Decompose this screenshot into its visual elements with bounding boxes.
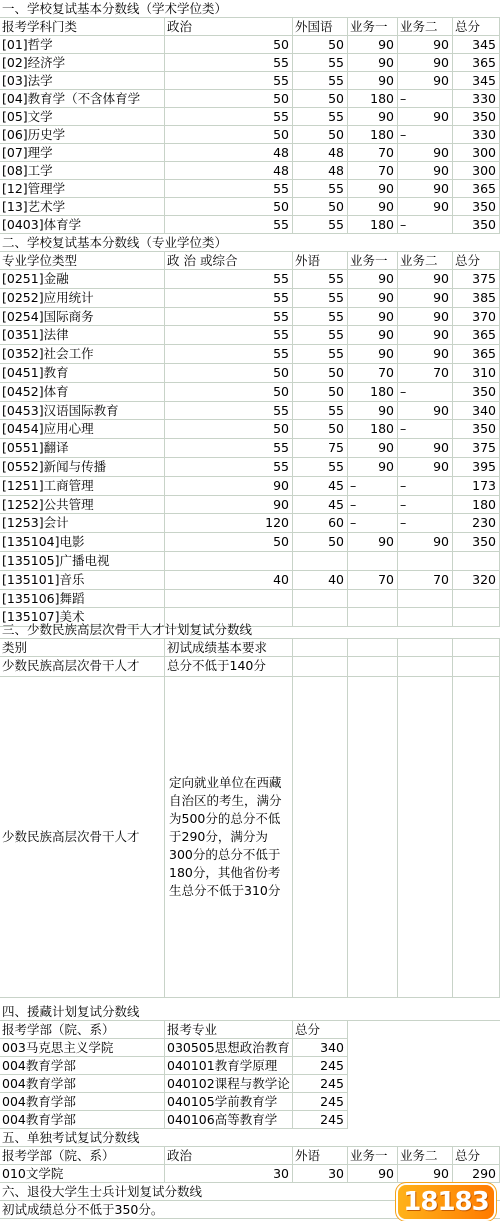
header-cell: 总分 [453,18,500,36]
total-cell: 245 [293,1075,348,1093]
name-cell: [135105]广播电视 [0,552,165,571]
header-cell: 外国语 [293,18,348,36]
department-cell: 010文学院 [0,1165,165,1183]
table-row [0,289,500,308]
header-cell: 政治 [165,18,293,36]
language-cell: 55 [293,180,348,198]
table-row [0,1093,500,1111]
language-cell: 55 [293,54,348,72]
politics-cell: 50 [165,364,293,383]
table-row [0,420,500,439]
language-cell: 50 [293,533,348,552]
subject2-cell: 90 [398,162,453,180]
politics-cell [165,552,293,571]
major-cell: 040101教育学原理 [165,1057,293,1075]
empty-cell [453,677,500,998]
section6-note: 初试成绩总分不低于350分。 [0,1201,500,1219]
name-cell: [03]法学 [0,72,165,90]
subject1-cell: 90 [348,402,398,421]
section3-row [0,657,500,677]
subject1-cell: 180 [348,420,398,439]
section1-title: 一、学校复试基本分数线（学术学位类） [0,0,500,18]
language-cell: 50 [293,198,348,216]
total-cell: 340 [453,402,500,421]
header-cell: 业务二 [398,252,453,270]
header-cell: 业务二 [398,18,453,36]
total-cell: 173 [453,477,500,496]
table-row [0,496,500,515]
subject2-cell: 90 [398,270,453,289]
language-cell: 45 [293,496,348,515]
subject1-cell: 90 [348,1165,398,1183]
total-cell: 350 [453,108,500,126]
politics-cell: 90 [165,496,293,515]
name-cell: [0251]金融 [0,270,165,289]
language-cell: 45 [293,477,348,496]
name-cell: [1253]会计 [0,514,165,533]
politics-cell: 90 [165,477,293,496]
table-row [0,345,500,364]
politics-cell: 55 [165,108,293,126]
name-cell: [02]经济学 [0,54,165,72]
subject1-cell: – [348,477,398,496]
table-row [0,180,500,198]
politics-cell: 55 [165,216,293,234]
department-cell: 004教育学部 [0,1057,165,1075]
subject2-cell [398,552,453,571]
empty-cell [348,677,398,998]
header-cell: 业务一 [348,1147,398,1165]
subject2-cell: 90 [398,345,453,364]
name-cell: [04]教育学（不含体育学 [0,90,165,108]
table-row [0,533,500,552]
total-cell: 245 [293,1093,348,1111]
subject2-cell: 90 [398,308,453,327]
major-cell: 040105学前教育学 [165,1093,293,1111]
total-cell: 365 [453,345,500,364]
total-cell: 345 [453,36,500,54]
header-cell: 报考专业 [165,1021,293,1039]
total-cell: 350 [453,383,500,402]
subject1-cell: 90 [348,458,398,477]
major-cell: 040102课程与教学论 [165,1075,293,1093]
subject1-cell: – [348,496,398,515]
category-cell: 少数民族高层次骨干人才 [0,677,165,998]
section3-header-row [0,639,500,657]
subject2-cell: – [398,420,453,439]
politics-cell: 55 [165,289,293,308]
empty-cell [348,657,398,677]
name-cell: [0252]应用统计 [0,289,165,308]
subject2-cell: 90 [398,289,453,308]
header-cell: 初试成绩基本要求 [165,639,293,657]
section3-title-row [0,621,500,639]
category-cell: 少数民族高层次骨干人才 [0,657,165,677]
name-cell: [08]工学 [0,162,165,180]
politics-cell: 50 [165,383,293,402]
section5-row [0,1165,500,1183]
header-cell: 外语 [293,1147,348,1165]
politics-cell: 40 [165,571,293,590]
table-row [0,308,500,327]
total-cell: 365 [453,54,500,72]
politics-cell: 50 [165,420,293,439]
table-row [0,90,500,108]
language-cell: 55 [293,108,348,126]
subject2-cell: 90 [398,144,453,162]
politics-cell [165,590,293,609]
politics-cell: 55 [165,54,293,72]
language-cell: 48 [293,162,348,180]
table-row [0,590,500,609]
subject2-cell: – [398,216,453,234]
language-cell: 55 [293,402,348,421]
language-cell: 30 [293,1165,348,1183]
table-row [0,1039,500,1057]
subject1-cell: 90 [348,270,398,289]
total-cell: 230 [453,514,500,533]
subject1-cell: 90 [348,308,398,327]
name-cell: [07]理学 [0,144,165,162]
language-cell: 55 [293,326,348,345]
politics-cell: 30 [165,1165,293,1183]
department-cell: 004教育学部 [0,1111,165,1129]
total-cell: 180 [453,496,500,515]
name-cell: [0352]社会工作 [0,345,165,364]
major-cell: 030505思想政治教育 [165,1039,293,1057]
empty-cell [293,657,348,677]
requirement-cell: 定向就业单位在西藏自治区的考生，满分为500分的总分不低于290分，满分为300分的总分不低于180分，其他省份考生总分不低于310分 [165,677,293,998]
total-cell: 395 [453,458,500,477]
name-cell: [0453]汉语国际教育 [0,402,165,421]
name-cell: [0403]体育学 [0,216,165,234]
empty-cell [348,639,398,657]
total-cell: 245 [293,1111,348,1129]
total-cell: 350 [453,216,500,234]
total-cell: 345 [453,72,500,90]
header-cell: 总分 [453,252,500,270]
table-row [0,1111,500,1129]
table-row [0,514,500,533]
major-cell: 040106高等教育学 [165,1111,293,1129]
language-cell [293,552,348,571]
politics-cell: 50 [165,533,293,552]
watermark-text: 18183 [403,1187,489,1217]
header-cell: 外语 [293,252,348,270]
subject1-cell: 70 [348,571,398,590]
subject1-cell: 90 [348,345,398,364]
watermark-logo [398,1185,494,1219]
table-row [0,402,500,421]
subject1-cell: 90 [348,289,398,308]
table-row [0,458,500,477]
subject1-cell: 90 [348,326,398,345]
name-cell: [135107]美术 [0,608,165,627]
department-cell: 004教育学部 [0,1075,165,1093]
header-cell: 报考学部（院、系） [0,1021,165,1039]
header-cell: 报考学科门类 [0,18,165,36]
subject2-cell: – [398,383,453,402]
politics-cell: 55 [165,180,293,198]
total-cell: 365 [453,180,500,198]
subject1-cell: 90 [348,533,398,552]
language-cell: 55 [293,72,348,90]
section5-header-row [0,1147,500,1165]
subject2-cell: 70 [398,571,453,590]
subject1-cell: 180 [348,126,398,144]
politics-cell: 50 [165,126,293,144]
subject2-cell: 70 [398,364,453,383]
language-cell: 55 [293,345,348,364]
name-cell: [0351]法律 [0,326,165,345]
empty-cell [398,657,453,677]
politics-cell: 50 [165,90,293,108]
subject2-cell: 90 [398,402,453,421]
language-cell: 60 [293,514,348,533]
table-row [0,216,500,234]
name-cell: [06]历史学 [0,126,165,144]
requirement-cell: 总分不低于140分 [165,657,293,677]
language-cell: 48 [293,144,348,162]
total-cell: 365 [453,326,500,345]
section4-header-row [0,1021,500,1039]
table-row [0,72,500,90]
empty-cell [398,639,453,657]
subject1-cell [348,552,398,571]
section2-header-row [0,252,500,270]
subject2-cell: 90 [398,54,453,72]
section6-title: 六、退役大学生士兵计划复试分数线 [0,1183,500,1201]
name-cell: [135106]舞蹈 [0,590,165,609]
total-cell: 350 [453,198,500,216]
politics-cell: 50 [165,36,293,54]
subject2-cell: – [398,126,453,144]
table-row [0,270,500,289]
politics-cell: 55 [165,345,293,364]
language-cell: 50 [293,126,348,144]
total-cell: 375 [453,270,500,289]
language-cell: 50 [293,90,348,108]
total-cell: 350 [453,533,500,552]
politics-cell: 48 [165,144,293,162]
politics-cell: 50 [165,198,293,216]
politics-cell: 55 [165,326,293,345]
table-row [0,1075,500,1093]
table-row [0,364,500,383]
total-cell: 370 [453,308,500,327]
table-row [0,552,500,571]
subject1-cell [348,590,398,609]
language-cell: 50 [293,420,348,439]
header-cell: 总分 [293,1021,348,1039]
empty-cell [293,677,348,998]
name-cell: [0451]教育 [0,364,165,383]
subject2-cell: 90 [398,72,453,90]
total-cell: 375 [453,439,500,458]
subject2-cell: 90 [398,533,453,552]
subject2-cell: 90 [398,326,453,345]
total-cell: 330 [453,126,500,144]
subject1-cell: 90 [348,36,398,54]
subject2-cell: 90 [398,180,453,198]
department-cell: 003马克思主义学院 [0,1039,165,1057]
total-cell [453,590,500,609]
section5-title: 五、单独考试复试分数线 [0,1129,500,1147]
header-cell: 业务二 [398,1147,453,1165]
name-cell: [0552]新闻与传播 [0,458,165,477]
header-cell: 报考学部（院、系） [0,1147,165,1165]
name-cell: [135104]电影 [0,533,165,552]
subject2-cell: – [398,477,453,496]
section5-title-row [0,1129,500,1147]
name-cell: [1251]工商管理 [0,477,165,496]
language-cell: 55 [293,216,348,234]
section2-title: 二、学校复试基本分数线（专业学位类） [0,234,500,252]
politics-cell: 55 [165,308,293,327]
header-cell: 业务一 [348,18,398,36]
politics-cell: 55 [165,402,293,421]
empty-cell [293,639,348,657]
language-cell [293,590,348,609]
subject2-cell: – [398,496,453,515]
table-row [0,383,500,402]
language-cell: 50 [293,364,348,383]
name-cell: [0551]翻译 [0,439,165,458]
section3-title: 三、少数民族高层次骨干人才计划复试分数线 [0,621,500,639]
total-cell: 330 [453,90,500,108]
politics-cell: 120 [165,514,293,533]
language-cell: 55 [293,270,348,289]
total-cell: 300 [453,144,500,162]
language-cell: 55 [293,308,348,327]
table-row [0,162,500,180]
subject1-cell: 70 [348,144,398,162]
subject1-cell: 90 [348,54,398,72]
subject2-cell: – [398,90,453,108]
politics-cell: 55 [165,439,293,458]
subject2-cell: 90 [398,36,453,54]
total-cell: 320 [453,571,500,590]
language-cell: 55 [293,289,348,308]
politics-cell: 55 [165,458,293,477]
section1-header-row [0,18,500,36]
section3-row-tall [0,677,500,998]
subject1-cell: – [348,514,398,533]
subject2-cell: 90 [398,108,453,126]
table-row [0,571,500,590]
name-cell: [1252]公共管理 [0,496,165,515]
politics-cell: 55 [165,270,293,289]
subject2-cell: 90 [398,1165,453,1183]
name-cell: [0452]体育 [0,383,165,402]
table-row [0,108,500,126]
name-cell: [12]管理学 [0,180,165,198]
empty-cell [398,677,453,998]
header-cell: 专业学位类型 [0,252,165,270]
table-row [0,36,500,54]
subject2-cell [398,590,453,609]
header-cell: 总分 [453,1147,500,1165]
subject1-cell: 90 [348,108,398,126]
section2-title-row [0,234,500,252]
header-cell: 政 治 或综合 [165,252,293,270]
total-cell: 300 [453,162,500,180]
header-cell: 业务一 [348,252,398,270]
section1-title-row [0,0,500,18]
header-cell: 类别 [0,639,165,657]
total-cell: 245 [293,1057,348,1075]
subject1-cell: 180 [348,383,398,402]
table-row [0,477,500,496]
subject1-cell: 180 [348,90,398,108]
subject2-cell: 90 [398,458,453,477]
empty-cell [453,657,500,677]
language-cell: 50 [293,383,348,402]
language-cell: 55 [293,458,348,477]
table-row [0,326,500,345]
subject1-cell: 180 [348,216,398,234]
subject1-cell: 90 [348,439,398,458]
table-row [0,1057,500,1075]
name-cell: [13]艺术学 [0,198,165,216]
name-cell: [05]文学 [0,108,165,126]
subject1-cell: 70 [348,364,398,383]
language-cell: 50 [293,36,348,54]
subject1-cell: 90 [348,180,398,198]
name-cell: [01]哲学 [0,36,165,54]
name-cell: [135101]音乐 [0,571,165,590]
name-cell: [0454]应用心理 [0,420,165,439]
subject2-cell: – [398,514,453,533]
department-cell: 004教育学部 [0,1093,165,1111]
politics-cell: 55 [165,72,293,90]
section4-title-row [0,1003,500,1021]
header-cell: 政治 [165,1147,293,1165]
empty-cell [453,639,500,657]
total-cell: 340 [293,1039,348,1057]
subject1-cell: 90 [348,72,398,90]
total-cell: 385 [453,289,500,308]
table-row [0,439,500,458]
language-cell: 75 [293,439,348,458]
total-cell: 310 [453,364,500,383]
total-cell: 350 [453,420,500,439]
subject2-cell: 90 [398,439,453,458]
politics-cell: 48 [165,162,293,180]
table-row [0,198,500,216]
total-cell [453,552,500,571]
name-cell: [0254]国际商务 [0,308,165,327]
subject1-cell: 70 [348,162,398,180]
subject1-cell: 90 [348,198,398,216]
language-cell: 40 [293,571,348,590]
section4-title: 四、援藏计划复试分数线 [0,1003,500,1021]
table-row [0,144,500,162]
subject2-cell: 90 [398,198,453,216]
total-cell: 290 [453,1165,500,1183]
table-row [0,126,500,144]
table-row [0,54,500,72]
